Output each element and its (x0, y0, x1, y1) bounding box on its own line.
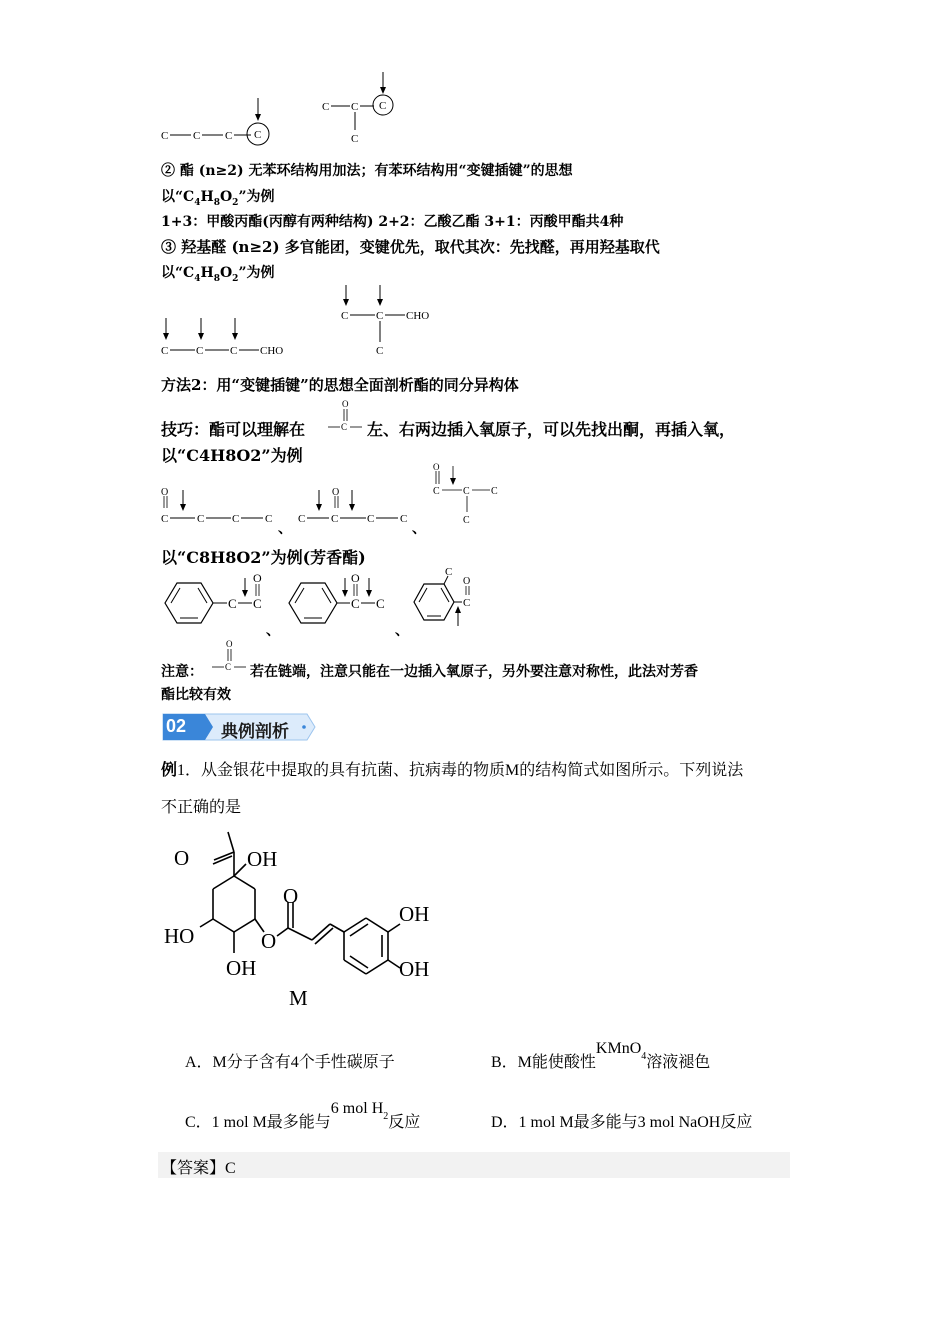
svg-text:C: C (225, 662, 232, 672)
note-prefix: 注意： (161, 664, 203, 680)
answer-bar (158, 1152, 790, 1178)
carbonyl-diagram-inline (326, 396, 366, 438)
ester-combinations: 1+3：甲酸丙酯(丙醇有两种结构) 2+2：乙酸乙酯 3+1：丙酸甲酯共4种 (161, 214, 624, 230)
ester-heading: ② 酯 (n≥2) 无苯环结构用加法；有苯环结构用“变键插键”的思想 (161, 163, 573, 179)
svg-text:C: C (265, 513, 273, 525)
arrow-down-icon (242, 590, 248, 597)
method2-heading: 方法2：用“变键插键”的思想全面剖析酯的同分异构体 (161, 376, 519, 394)
answer-text: 【答案】C (161, 1160, 236, 1177)
tip-prefix: 技巧：酯可以理解在 (161, 420, 306, 439)
option-d[interactable]: D．1 mol M最多能与3 mol NaOH反应 (491, 1114, 753, 1131)
option-c[interactable]: C．1 mol M最多能与6 mol $H_2$反应 (185, 1100, 421, 1131)
svg-text:C: C (331, 513, 339, 525)
option-a[interactable]: A．M分子含有4个手性碳原子 (185, 1054, 395, 1071)
svg-text:C: C (253, 596, 262, 611)
arrow-down-icon (349, 504, 355, 511)
example-c4h8o2: 以“C4H8O2”为例 (161, 446, 303, 465)
svg-text:C: C (376, 596, 385, 611)
arrow-down-icon (342, 590, 348, 597)
section-number: 02 (166, 716, 187, 736)
note-suffix: 若在链端，注意只能在一边插入氧原子，另外要注意对称性，此法对芳香 (250, 664, 698, 680)
note-line2: 酯比较有效 (161, 687, 231, 703)
hydroxy-aldehyde-example: 以“$C_4H_8O_2$”为例 (161, 265, 275, 284)
svg-text:C: C (225, 130, 233, 142)
svg-text:OH: OH (226, 956, 257, 980)
hydroxy-aldehyde-chain-2 (335, 282, 455, 362)
arrow-down-icon (198, 333, 204, 340)
example-c8h8o2: 以“C8H8O2”为例(芳香酯) (161, 548, 366, 567)
svg-text:C: C (298, 513, 306, 525)
arrow-down-icon (377, 299, 383, 306)
svg-text:CHO: CHO (406, 310, 430, 322)
svg-text:C: C (161, 345, 169, 357)
svg-text:C: C (445, 566, 453, 578)
svg-text:OH: OH (399, 957, 430, 981)
arrow-down-icon (180, 504, 186, 511)
svg-text:C: C (491, 486, 498, 497)
carbon-chain-diagram-1 (155, 90, 280, 150)
svg-text:C: C (197, 513, 205, 525)
svg-text:C: C (351, 596, 360, 611)
svg-text:OH: OH (399, 902, 430, 926)
svg-text:C: C (254, 129, 262, 141)
ester-example: 以“$C_4H_8O_2$”为例 (161, 189, 275, 208)
svg-text:O: O (253, 571, 262, 585)
svg-text:C: C (228, 596, 237, 611)
arrow-down-icon (232, 333, 238, 340)
aromatic-ester-diagram-1 (155, 568, 275, 633)
svg-text:C: C (341, 310, 349, 322)
arrow-down-icon (380, 87, 386, 94)
svg-text:O: O (463, 576, 471, 587)
svg-text:HO: HO (164, 924, 195, 948)
aromatic-ester-diagram-2 (283, 568, 403, 633)
question-text-line1: 例1．从金银花中提取的具有抗菌、抗病毒的物质M的结构简式如图所示。下列说法 (161, 762, 744, 779)
svg-text:C: C (161, 513, 169, 525)
svg-text:C: C (463, 486, 470, 497)
carbon-chain-diagram-2 (318, 70, 408, 150)
separator: 、 (266, 623, 280, 639)
svg-text:C: C (376, 310, 384, 322)
svg-text:C: C (400, 513, 408, 525)
svg-text:O: O (161, 487, 169, 498)
carbonyl-diagram-inline (210, 636, 250, 678)
hydroxy-aldehyde-heading: ③ 羟基醛 (n≥2) 多官能团，变键优先，取代其次：先找醛，再用羟基取代 (161, 238, 660, 256)
ketone-insertion-diagram-3 (428, 460, 508, 530)
svg-text:C: C (341, 422, 348, 432)
svg-text:O: O (351, 571, 360, 585)
svg-text:C: C (232, 513, 240, 525)
svg-text:O: O (433, 462, 440, 472)
svg-text:O: O (226, 639, 233, 649)
arrow-down-icon (450, 478, 456, 485)
svg-text:C: C (463, 597, 471, 609)
arrow-down-icon (163, 333, 169, 340)
arrow-up-icon (455, 606, 461, 613)
atom-c: C (161, 130, 169, 142)
svg-text:CHO: CHO (260, 345, 284, 357)
hydroxy-aldehyde-chain-1 (155, 312, 305, 364)
arrow-down-icon (366, 590, 372, 597)
svg-text:C: C (351, 133, 359, 145)
aromatic-ester-diagram-3 (408, 562, 488, 634)
section-title: 典例剖析 (221, 722, 289, 742)
separator: 、 (278, 521, 292, 537)
svg-text:C: C (322, 101, 330, 113)
svg-text:C: C (196, 345, 204, 357)
separator: 、 (395, 623, 409, 639)
arrow-down-icon (255, 114, 261, 121)
svg-text:C: C (379, 100, 387, 112)
svg-text:C: C (463, 515, 470, 526)
ketone-insertion-diagram-1 (155, 480, 280, 530)
svg-text:O: O (283, 884, 299, 908)
svg-text:OH: OH (247, 847, 278, 871)
question-text-line2: 不正确的是 (161, 799, 242, 816)
svg-text:C: C (351, 101, 359, 113)
arrow-down-icon (316, 504, 322, 511)
svg-text:O: O (174, 846, 190, 870)
svg-text:C: C (367, 513, 375, 525)
arrow-down-icon (343, 299, 349, 306)
svg-text:C: C (193, 130, 201, 142)
molecule-label: M (289, 986, 308, 1010)
tip-suffix: 左、右两边插入氧原子，可以先找出酮，再插入氧， (367, 420, 736, 439)
svg-text:O: O (332, 487, 340, 498)
svg-text:C: C (433, 486, 440, 497)
svg-text:O: O (342, 399, 349, 409)
svg-text:C: C (376, 345, 384, 357)
svg-text:O: O (261, 929, 277, 953)
svg-text:C: C (230, 345, 238, 357)
option-b[interactable]: B．M能使酸性KMnO$_4$溶液褪色 (491, 1040, 711, 1071)
separator: 、 (412, 521, 426, 537)
ketone-insertion-diagram-2 (292, 480, 417, 530)
